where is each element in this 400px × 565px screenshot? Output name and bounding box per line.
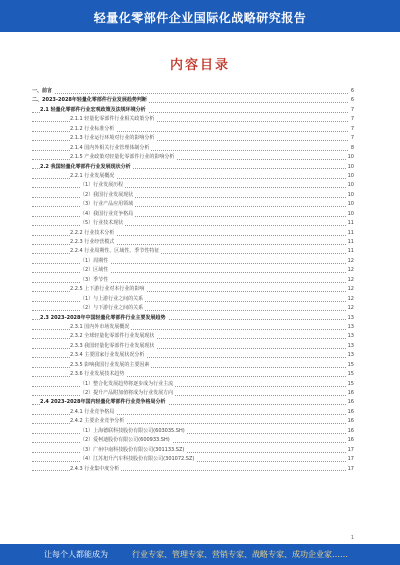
toc-entry-page: 7: [350, 106, 354, 115]
footer-roles: 行业专家、管理专家、营销专家、战略专家、成功企业家……: [132, 550, 348, 559]
toc-entry-page: 10: [347, 163, 354, 172]
toc-entry-page: 12: [347, 266, 354, 275]
toc-entry-page: 12: [347, 285, 354, 294]
toc-entry[interactable]: [32, 332, 354, 341]
toc-entry-page: 7: [350, 115, 354, 124]
toc-entry-label: 一、前言: [32, 88, 53, 94]
toc-entry-label: （2）与下游行业之间的关系: [80, 305, 144, 312]
toc-entry-label: （3）广州中南科技股份有限公司(301133.SZ): [80, 446, 185, 453]
toc-entry-label: 2.1.4 国内外相关行业管理体制分析: [70, 144, 150, 151]
toc-entry[interactable]: [32, 163, 354, 172]
toc-entry-page: 7: [350, 125, 354, 134]
toc-entry[interactable]: [32, 87, 354, 96]
page-header: [0, 0, 400, 32]
toc-entry-label: （1）上海德联科技股份有限公司(603035.SH): [80, 427, 185, 434]
toc-entry-label: （3）行业产品应用领域: [80, 201, 134, 208]
toc-entry-label: 2.2.5 上下游行业对本行业的影响: [70, 286, 145, 293]
toc-entry-label: 2.1.5 产业政策对轻量化零部件行业的影响分析: [70, 154, 175, 161]
toc-entry-label: 2.3.1 国内外市场发展概况: [70, 323, 130, 330]
toc-entry-page: 16: [347, 436, 354, 445]
toc-entry-label: （5）行业技术现状: [80, 220, 124, 227]
toc-entry-label: 2.3.5 影响我国行业发展的主要因素: [70, 361, 150, 368]
toc-entry-label: （1）整合化发展趋势将逐步成为行业主流: [80, 380, 174, 387]
toc-entry-page: 13: [347, 314, 354, 323]
toc-entry[interactable]: [32, 266, 354, 275]
toc-entry-page: 11: [347, 229, 354, 238]
toc-entry-label: 2.1.2 行业标准分析: [70, 125, 115, 132]
toc-entry[interactable]: [32, 238, 354, 247]
toc-entry-page: 11: [347, 219, 354, 228]
toc-entry[interactable]: [32, 191, 354, 200]
toc-entry[interactable]: [32, 115, 354, 124]
toc-entry-label: 2.4.1 行业竞争格局: [70, 408, 115, 415]
toc-entry-label: 二、2023-2028年轻量化零部件行业发展趋势判断: [32, 97, 147, 104]
toc-entry[interactable]: [32, 370, 354, 379]
toc-entry-page: 16: [347, 417, 354, 426]
toc-entry-page: 10: [347, 153, 354, 162]
toc-entry[interactable]: [32, 323, 354, 332]
toc-entry-label: 2.4 2023-2028年国内轻量化零部件行业竞争格局分析: [40, 399, 166, 406]
page-footer: [0, 544, 400, 565]
toc-entry-page: 12: [347, 304, 354, 313]
toc-entry[interactable]: [32, 144, 354, 153]
toc-entry-page: 16: [347, 398, 354, 407]
toc-entry[interactable]: [32, 153, 354, 162]
toc-entry-page: 16: [347, 427, 354, 436]
toc-entry-label: 2.2.1 行业发展概况: [70, 172, 115, 179]
toc-entry-page: 10: [347, 200, 354, 209]
toc-entry[interactable]: [32, 436, 354, 445]
toc-entry-label: 2.2.3 行业经营模式: [70, 239, 115, 245]
toc-entry[interactable]: [32, 314, 354, 323]
toc-entry[interactable]: [32, 106, 354, 115]
toc-entry-page: 17: [347, 465, 354, 474]
toc-entry-label: 2.3.4 主要国家行业发展状况分析: [70, 352, 145, 359]
toc-entry-page: 12: [347, 276, 354, 285]
toc-entry-label: （2）区域性: [80, 267, 109, 274]
toc-entry-page: 13: [347, 351, 354, 360]
toc-entry-label: （3）季节性: [80, 276, 109, 283]
toc-entry-page: 7: [350, 134, 354, 143]
toc-entry[interactable]: [32, 276, 354, 285]
dot-leader: [32, 93, 348, 94]
toc-entry[interactable]: [32, 172, 354, 181]
toc-entry-label: 2.1 轻量化零部件行业宏观政策及法规环境分析: [40, 106, 146, 113]
toc-entry-page: 10: [347, 191, 354, 200]
toc-entry[interactable]: [32, 134, 354, 143]
toc-entry[interactable]: [32, 417, 354, 426]
toc-entry-label: 2.4.3 行业集中度分析: [70, 465, 120, 472]
toc-entry[interactable]: [32, 295, 354, 304]
toc-entry-page: 12: [347, 295, 354, 304]
toc-entry-page: 6: [350, 96, 354, 105]
toc-entry-page: 15: [347, 370, 354, 379]
toc-entry[interactable]: [32, 351, 354, 360]
toc-entry[interactable]: [32, 427, 354, 436]
toc-entry-label: （1）周期性: [80, 257, 109, 264]
footer-slogan: 让每个人都能成为: [44, 550, 108, 559]
toc-entry-page: 8: [350, 144, 354, 153]
toc-entry-label: （4）江苏旭升汽车科技股份有限公司(301072.SZ): [80, 456, 195, 463]
toc-entry[interactable]: [32, 181, 354, 190]
toc-entry-label: 2.1.3 行业运行环境对行业的影响分析: [70, 135, 155, 142]
toc-entry-label: 2.3.2 全球轻量化零部件行业发展现状: [70, 333, 155, 340]
toc-entry-page: 10: [347, 181, 354, 190]
toc-entry-label: （1）行业发展历程: [80, 182, 124, 189]
toc-entry-page: 12: [347, 257, 354, 266]
toc-entry-label: 2.2 我国轻量化零部件行业发展现状分析: [40, 163, 131, 170]
toc-entry-page: 13: [347, 342, 354, 351]
toc-entry-page: 17: [347, 446, 354, 455]
toc-entry[interactable]: [32, 389, 354, 398]
page-number: 1: [350, 535, 354, 541]
toc-entry[interactable]: [32, 342, 354, 351]
toc-entry[interactable]: [32, 257, 354, 266]
toc-entry-label: 2.2.4 行业周期性、区域性、季节性特征: [70, 248, 160, 255]
toc-entry-label: （1）与上游行业之间的关系: [80, 295, 144, 302]
toc-entry[interactable]: [32, 125, 354, 134]
report-title: 轻量化零部件企业国际化战略研究报告: [93, 11, 307, 25]
toc-entry-label: 2.2.2 行业技术分析: [70, 229, 115, 236]
toc-entry-page: 10: [347, 172, 354, 181]
toc-entry[interactable]: [32, 219, 354, 228]
toc-entry-page: 16: [347, 408, 354, 417]
toc-entry-label: 2.3.3 我国轻量化零部件行业发展现状: [70, 342, 155, 349]
toc-entry-page: 16: [347, 389, 354, 398]
toc-entry[interactable]: [32, 285, 354, 294]
toc-entry[interactable]: [32, 210, 354, 219]
toc-entry[interactable]: [32, 398, 354, 407]
toc-entry-label: （2）提升产品附加值将成为行业发展方向: [80, 390, 174, 396]
toc-entry[interactable]: [32, 229, 354, 238]
toc-entry[interactable]: [32, 455, 354, 464]
toc-entry[interactable]: [32, 446, 354, 455]
toc-entry-label: 2.1.1 轻量化零部件行业相关政策分析: [70, 116, 155, 123]
toc-entry[interactable]: [32, 465, 354, 474]
table-of-contents: [32, 87, 354, 474]
toc-entry[interactable]: [32, 200, 354, 209]
toc-entry-label: 2.3 2023-2028年中国轻量化零部件行业主要发展趋势: [40, 314, 166, 321]
toc-entry-label: 2.4.2 主要企业竞争分析: [70, 418, 125, 425]
toc-entry[interactable]: [32, 361, 354, 370]
toc-entry-page: 17: [347, 455, 354, 464]
toc-entry-label: （2）我国行业发展现状: [80, 191, 134, 198]
toc-entry-label: （2）爱柯迪股份有限公司(600933.SH): [80, 437, 170, 444]
toc-title: 内容目录: [169, 58, 230, 73]
toc-entry-page: 15: [347, 380, 354, 389]
toc-entry-page: 11: [347, 247, 354, 256]
toc-entry[interactable]: [32, 380, 354, 389]
toc-entry-label: 2.3.6 行业发展技术趋势: [70, 371, 125, 378]
toc-entry-page: 11: [347, 238, 354, 247]
toc-entry[interactable]: [32, 304, 354, 313]
toc-entry-page: 6: [350, 87, 354, 96]
toc-entry[interactable]: [32, 247, 354, 256]
toc-entry-page: 15: [347, 361, 354, 370]
toc-entry-page: 13: [347, 332, 354, 341]
toc-entry-page: 13: [347, 323, 354, 332]
toc-entry[interactable]: [32, 96, 354, 105]
toc-entry[interactable]: [32, 408, 354, 417]
toc-entry-label: （4）我国行业竞争格局: [80, 210, 134, 217]
toc-entry-page: 10: [347, 210, 354, 219]
